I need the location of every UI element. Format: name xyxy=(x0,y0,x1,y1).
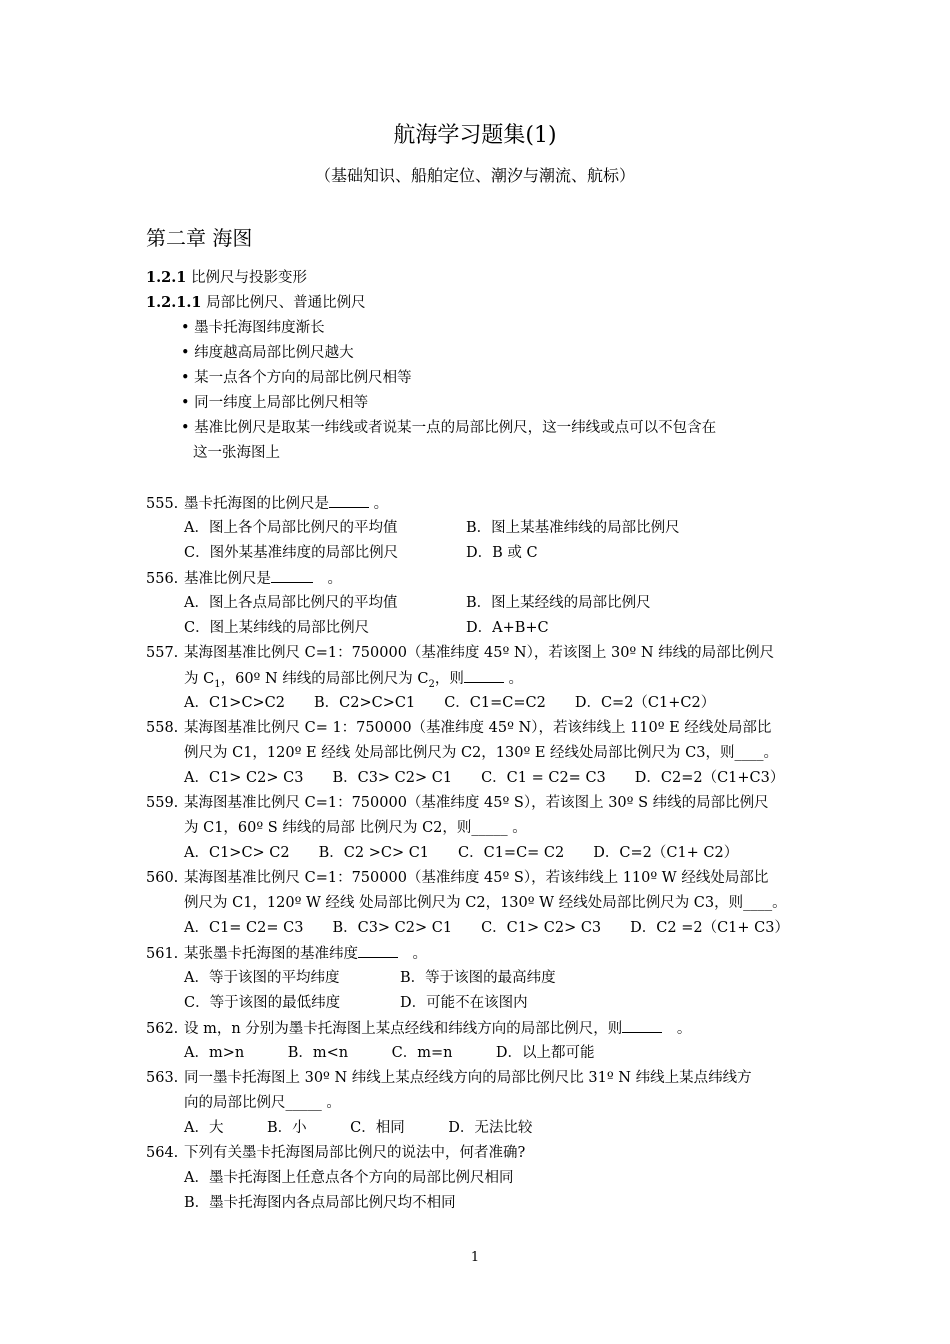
question-end: 。 xyxy=(412,946,427,962)
options-row: A．C1>C> C2 B．C2 >C> C1 C．C1=C= C2 D．C=2（C1+ C2） xyxy=(184,845,739,861)
question-560 xyxy=(146,868,768,888)
bullet-item: • 同一纬度上局部比例尺相等 xyxy=(181,395,369,411)
bullet-item: • 某一点各个方向的局部比例尺相等 xyxy=(181,370,412,386)
question-number: 561. xyxy=(146,946,179,962)
question-stem: 某张墨卡托海图的基准纬度 xyxy=(184,946,358,962)
question-564 xyxy=(146,1143,525,1163)
question-number: 558. xyxy=(146,720,179,736)
option-a: A．等于该图的平均纬度 xyxy=(184,970,340,986)
question-558 xyxy=(146,718,771,738)
options-row: A．C1= C2= C3 B．C3> C2> C1 C．C1> C2> C3 D．C2 =2（C1+ C3） xyxy=(184,920,789,936)
option-b: B．等于该图的最高纬度 xyxy=(400,970,556,986)
question-stem: 某海图基准比例尺 C= 1：750000（基准纬度 45º N），若该纬线上 110º E 经线处局部比 xyxy=(184,720,772,736)
page-subtitle: （基础知识、船舶定位、潮汐与潮流、航标） xyxy=(314,166,635,185)
chapter-heading: 第二章 海图 xyxy=(146,226,253,250)
question-557 xyxy=(146,643,774,663)
stem-part: ，则 xyxy=(434,671,464,687)
question-stem: 某海图基准比例尺 C=1：750000（基准纬度 45º S），若该纬线上 110º W 经线处局部比 xyxy=(184,870,769,886)
subsection-heading xyxy=(146,293,366,313)
question-number: 559. xyxy=(146,795,179,811)
section-number: 1.2.1 xyxy=(146,269,187,286)
option-c: C．图上某纬线的局部比例尺 xyxy=(184,620,370,636)
section-text: 比例尺与投影变形 xyxy=(190,270,307,286)
question-stem: 某海图基准比例尺 C=1：750000（基准纬度 45º N），若该图上 30º N 纬线的局部比例尺 xyxy=(184,645,775,661)
stem-part: ，60º N 纬线的局部比例尺为 C xyxy=(220,671,429,687)
question-561 xyxy=(146,943,427,964)
question-stem-continued: 为 C1，60º S 纬线的局部 比例尺为 C2，则_____ 。 xyxy=(184,820,527,836)
question-556 xyxy=(146,568,342,589)
stem-part: 为 C xyxy=(184,671,215,687)
options-row: A．m>n B．m<n C．m=n D．以上都可能 xyxy=(184,1045,595,1061)
answer-blank xyxy=(329,493,369,508)
bullet-item: • 墨卡托海图纬度渐长 xyxy=(181,320,325,336)
option-d: D．A+B+C xyxy=(466,620,549,636)
bullet-item-continuation: 这一张海图上 xyxy=(193,445,280,461)
question-end: 。 xyxy=(373,496,389,512)
question-end: 。 xyxy=(327,571,342,587)
option-c: C．等于该图的最低纬度 xyxy=(184,995,341,1011)
page-number: 1 xyxy=(470,1250,480,1265)
question-stem-continued: 为 $C_1$，60º N 纬线的局部比例尺为 $C_2$，则 。 xyxy=(184,668,523,695)
answer-blank xyxy=(358,943,398,958)
question-stem: 某海图基准比例尺 C=1：750000（基准纬度 45º S），若该图上 30º S 纬线的局部比例尺 xyxy=(184,795,769,811)
option-d: D．可能不在该图内 xyxy=(400,995,528,1011)
question-end: 。 xyxy=(676,1021,692,1037)
question-555 xyxy=(146,493,388,514)
option-b: B．图上某经线的局部比例尺 xyxy=(466,595,651,611)
option-b: B．墨卡托海图内各点局部比例尺均不相同 xyxy=(184,1195,456,1211)
option-c: C．图外某基准纬度的局部比例尺 xyxy=(184,545,399,561)
option-a: A．墨卡托海图上任意点各个方向的局部比例尺相同 xyxy=(184,1170,514,1186)
option-a: A．图上各个局部比例尺的平均值 xyxy=(184,520,398,536)
question-stem: 基准比例尺是 xyxy=(184,571,271,587)
question-stem: 下列有关墨卡托海图局部比例尺的说法中，何者准确? xyxy=(184,1145,526,1161)
option-d: D．B 或 C xyxy=(466,545,538,561)
question-stem: 同一墨卡托海图上 30º N 纬线上某点经线方向的局部比例尺比 31º N 纬线上某点纬线方 xyxy=(184,1070,752,1086)
answer-blank xyxy=(622,1018,662,1033)
answer-blank xyxy=(464,668,504,683)
question-number: 564. xyxy=(146,1145,179,1161)
options-row: A．大 B．小 C．相同 D．无法比较 xyxy=(184,1120,533,1136)
question-562 xyxy=(146,1018,691,1039)
option-b: B．图上某基准纬线的局部比例尺 xyxy=(466,520,680,536)
option-a: A．图上各点局部比例尺的平均值 xyxy=(184,595,398,611)
section-heading xyxy=(146,268,307,288)
question-number: 556. xyxy=(146,571,179,587)
question-563 xyxy=(146,1068,752,1088)
question-stem: 墨卡托海图的比例尺是 xyxy=(184,496,329,512)
bullet-item: • 基准比例尺是取某一纬线或者说某一点的局部比例尺，这一纬线或点可以不包含在 xyxy=(181,420,717,436)
subsection-text: 局部比例尺、普通比例尺 xyxy=(206,295,366,311)
bullet-item: • 纬度越高局部比例尺越大 xyxy=(181,345,354,361)
question-number: 563. xyxy=(146,1070,179,1086)
options-row: A．C1> C2> C3 B．C3> C2> C1 C．C1 = C2= C3 D．C2=2（C1+C3） xyxy=(184,770,785,786)
question-stem-continued: 例尺为 C1，120º W 经线 处局部比例尺为 C2，130º W 经线处局部比例尺为 C3，则____。 xyxy=(184,895,787,911)
question-end: 。 xyxy=(508,671,523,687)
question-number: 557. xyxy=(146,645,179,661)
question-number: 560. xyxy=(146,870,179,886)
question-stem-continued: 向的局部比例尺_____ 。 xyxy=(184,1095,341,1111)
question-559 xyxy=(146,793,769,813)
answer-blank xyxy=(271,568,313,583)
question-stem-continued: 例尺为 C1，120º E 经线 处局部比例尺为 C2，130º E 经线处局部比例尺为 C3，则____。 xyxy=(184,745,778,761)
question-number: 562. xyxy=(146,1021,179,1037)
options-row: A．C1>C>C2 B．C2>C>C1 C．C1=C=C2 D．C=2（C1+C2） xyxy=(184,695,716,711)
subsection-number: 1.2.1.1 xyxy=(146,294,202,311)
question-number: 555. xyxy=(146,496,179,512)
question-stem: 设 m，n 分别为墨卡托海图上某点经线和纬线方向的局部比例尺，则 xyxy=(184,1021,623,1037)
page-title: 航海学习题集(1) xyxy=(393,123,557,148)
